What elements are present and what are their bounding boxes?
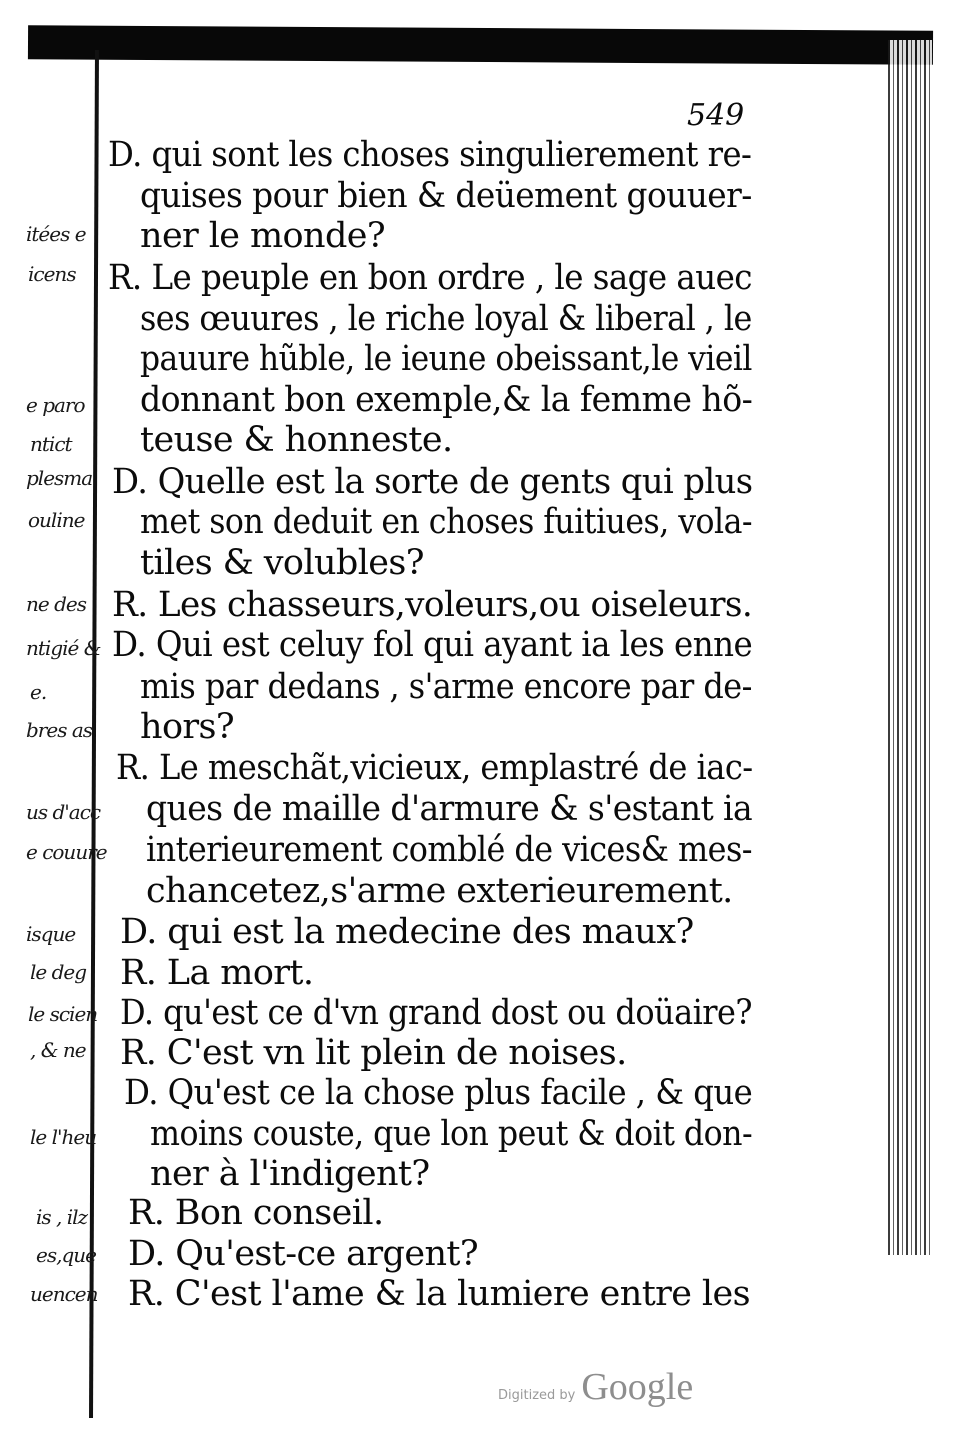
margin-fragment: , & ne — [30, 1038, 86, 1062]
text-line: R. C'est l'ame & la lumiere entre les — [128, 1274, 751, 1314]
digitized-watermark — [498, 1365, 693, 1409]
margin-fragment: le scien — [28, 1002, 98, 1026]
text-line: hors? — [140, 707, 235, 747]
text-line: R. Le meschãt,vicieux, emplastré de iac- — [116, 748, 753, 788]
margin-fragment: us d'acc — [26, 800, 101, 824]
text-line: tiles & volubles? — [140, 543, 424, 583]
text-line: D. Quelle est la sorte de gents qui plus — [112, 462, 753, 502]
text-line: R. La mort. — [120, 953, 314, 993]
text-line: ner le monde? — [140, 216, 386, 256]
text-line: interieurement comblé de vices& mes- — [146, 830, 753, 870]
text-line: R. Les chasseurs,voleurs,ou oiseleurs. — [112, 585, 753, 625]
margin-fragment: e paro — [26, 393, 85, 417]
margin-fragment: es,que — [36, 1243, 96, 1267]
text-line: D. qui est la medecine des maux? — [120, 912, 694, 952]
google-logo: Google — [581, 1366, 694, 1408]
text-line: ques de maille d'armure & s'estant ia — [146, 789, 753, 829]
text-line: D. Qu'est ce la chose plus facile , & que — [124, 1073, 753, 1113]
margin-fragment: le deg — [30, 960, 87, 984]
margin-fragment: e couure — [26, 840, 107, 864]
margin-fragment: ntict — [30, 432, 72, 456]
text-line: D. Qu'est-ce argent? — [128, 1234, 479, 1274]
text-line: chancetez,s'arme exterieurement. — [146, 871, 733, 911]
text-line: mis par dedans , s'arme encore par de- — [140, 667, 752, 707]
text-line: D. Qui est celuy fol qui ayant ia les enne — [112, 625, 753, 665]
margin-fragment: e. — [30, 680, 47, 704]
margin-fragment: uencen — [30, 1282, 98, 1306]
text-line: R. C'est vn lit plein de noises. — [120, 1033, 627, 1073]
watermark-prefix: Digitized by — [498, 1388, 576, 1403]
page-number: 549 — [687, 98, 745, 133]
margin-fragment: ne des — [26, 592, 86, 616]
margin-fragment: isque — [26, 922, 76, 946]
text-line: R. Le peuple en bon ordre , le sage auec — [108, 258, 752, 298]
margin-fragment: icens — [28, 262, 76, 286]
text-line: ses œuures , le riche loyal & liberal , le — [140, 299, 752, 339]
text-line: R. Bon conseil. — [128, 1193, 384, 1233]
margin-fragment: itées e — [26, 222, 86, 246]
margin-fragment: is , ilz — [36, 1205, 88, 1229]
margin-fragment: plesma — [26, 466, 93, 490]
text-line: D. qui sont les choses singulierement re- — [108, 135, 752, 175]
text-line: teuse & honneste. — [140, 420, 453, 460]
margin-fragment: bres as — [26, 718, 93, 742]
text-line: moins couste, que lon peut & doit don- — [150, 1114, 753, 1154]
text-line: ner à l'indigent? — [150, 1154, 430, 1194]
text-line: donnant bon exemple,& la femme hõ- — [140, 380, 753, 420]
text-line: met son deduit en choses fuitiues, vola- — [140, 502, 753, 542]
margin-fragment: le l'heu — [30, 1125, 97, 1149]
margin-fragment: ouline — [28, 508, 85, 532]
text-line: pauure hũble, le ieune obeissant,le vieil — [140, 339, 752, 379]
text-line: quises pour bien & deüement gouuer- — [140, 176, 752, 216]
text-line: D. qu'est ce d'vn grand dost ou doüaire? — [120, 993, 752, 1033]
margin-fragment: ntigié & — [26, 636, 101, 660]
